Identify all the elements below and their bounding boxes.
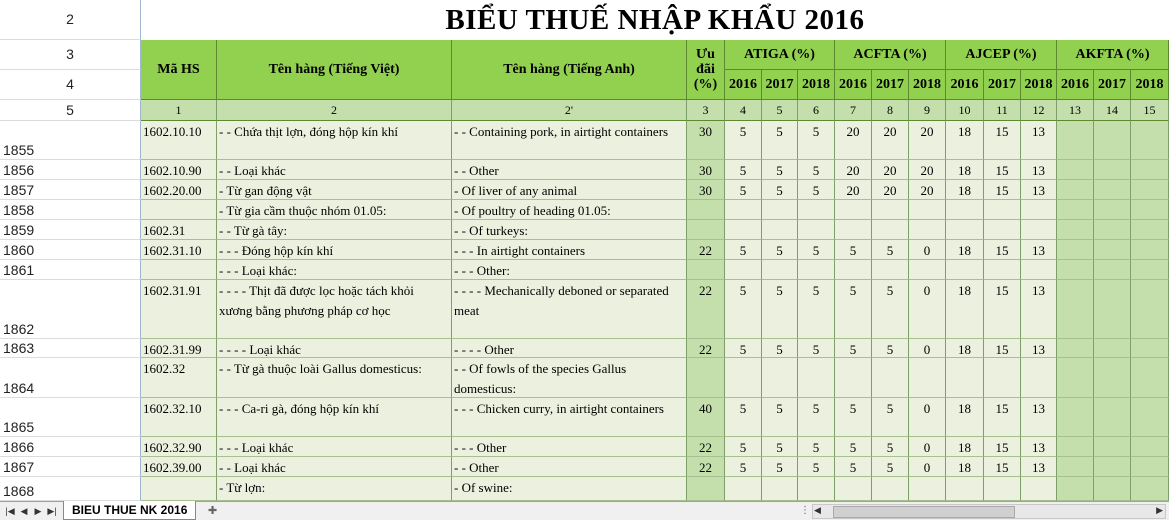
cell-name-vn[interactable]: - - - Loại khác bbox=[217, 437, 452, 457]
cell-name-vn[interactable]: - - - Loại khác: bbox=[217, 260, 452, 280]
cell-code[interactable]: 1602.31.10 bbox=[141, 240, 217, 260]
cell-name-vn[interactable]: - - Từ gà thuộc loài Gallus domesticus: bbox=[217, 358, 452, 398]
cell-rate[interactable]: 22 bbox=[687, 280, 725, 339]
cell-code[interactable] bbox=[141, 200, 217, 220]
cell-name-en[interactable]: - - Other bbox=[452, 457, 687, 477]
cell-rate[interactable] bbox=[762, 477, 798, 501]
cell-name-vn[interactable]: - Từ gia cầm thuộc nhóm 01.05: bbox=[217, 200, 452, 220]
cell-rate[interactable] bbox=[984, 200, 1021, 220]
cell-rate[interactable]: 20 bbox=[872, 121, 909, 160]
cell-rate[interactable]: 5 bbox=[762, 180, 798, 200]
cell-rate[interactable] bbox=[1131, 220, 1169, 240]
cell-rate[interactable] bbox=[798, 220, 835, 240]
cell-rate[interactable] bbox=[1094, 280, 1131, 339]
column-number[interactable]: 15 bbox=[1131, 100, 1169, 121]
cell-rate[interactable] bbox=[1057, 280, 1094, 339]
column-number[interactable]: 8 bbox=[872, 100, 909, 121]
cell-rate[interactable] bbox=[946, 200, 984, 220]
cell-rate[interactable] bbox=[1131, 398, 1169, 437]
cell-rate[interactable]: 5 bbox=[872, 240, 909, 260]
cell-rate[interactable] bbox=[1021, 220, 1057, 240]
cell-rate[interactable]: 5 bbox=[762, 457, 798, 477]
cell-rate[interactable] bbox=[835, 477, 872, 501]
cell-rate[interactable]: 13 bbox=[1021, 339, 1057, 358]
row-header[interactable]: 1859 bbox=[0, 220, 141, 240]
cell-rate[interactable] bbox=[1094, 398, 1131, 437]
cell-rate[interactable]: 5 bbox=[835, 240, 872, 260]
sheet-tab-active[interactable]: BIEU THUE NK 2016 bbox=[63, 501, 196, 520]
cell-code[interactable]: 1602.20.00 bbox=[141, 180, 217, 200]
cell-rate[interactable]: 15 bbox=[984, 280, 1021, 339]
row-header[interactable]: 1861 bbox=[0, 260, 141, 280]
cell-rate[interactable]: 5 bbox=[762, 240, 798, 260]
cell-rate[interactable]: 13 bbox=[1021, 280, 1057, 339]
cell-rate[interactable] bbox=[798, 477, 835, 501]
cell-rate[interactable]: 15 bbox=[984, 240, 1021, 260]
cell-rate[interactable]: 18 bbox=[946, 437, 984, 457]
header-year[interactable]: 2017 bbox=[872, 70, 909, 100]
cell-rate[interactable] bbox=[984, 220, 1021, 240]
row-header[interactable]: 1862 bbox=[0, 280, 141, 339]
row-header[interactable]: 1866 bbox=[0, 437, 141, 457]
cell-rate[interactable]: 5 bbox=[835, 339, 872, 358]
cell-rate[interactable] bbox=[984, 260, 1021, 280]
header-year[interactable]: 2016 bbox=[946, 70, 984, 100]
cell-rate[interactable]: 18 bbox=[946, 180, 984, 200]
cell-rate[interactable] bbox=[1131, 240, 1169, 260]
header-year[interactable]: 2016 bbox=[725, 70, 762, 100]
cell-rate[interactable]: 18 bbox=[946, 160, 984, 180]
prev-sheet-icon[interactable]: ◀ bbox=[20, 505, 28, 516]
insert-sheet-icon[interactable]: ✚ bbox=[208, 505, 218, 517]
cell-rate[interactable] bbox=[946, 220, 984, 240]
cell-name-en[interactable]: - Of swine: bbox=[452, 477, 687, 501]
column-number[interactable]: 13 bbox=[1057, 100, 1094, 121]
cell-rate[interactable] bbox=[687, 260, 725, 280]
cell-name-en[interactable]: - Of poultry of heading 01.05: bbox=[452, 200, 687, 220]
cell-rate[interactable] bbox=[762, 220, 798, 240]
cell-rate[interactable]: 0 bbox=[909, 339, 946, 358]
cell-rate[interactable] bbox=[1094, 121, 1131, 160]
cell-rate[interactable]: 22 bbox=[687, 437, 725, 457]
cell-rate[interactable]: 15 bbox=[984, 121, 1021, 160]
header-year[interactable]: 2018 bbox=[1131, 70, 1169, 100]
column-number[interactable]: 4 bbox=[725, 100, 762, 121]
cell-rate[interactable] bbox=[1131, 260, 1169, 280]
cell-rate[interactable] bbox=[1094, 339, 1131, 358]
cell-rate[interactable] bbox=[872, 200, 909, 220]
cell-rate[interactable] bbox=[725, 358, 762, 398]
sheet-title[interactable]: BIỂU THUẾ NHẬP KHẨU 2016 bbox=[141, 0, 1169, 41]
cell-code[interactable]: 1602.31.91 bbox=[141, 280, 217, 339]
horizontal-scrollbar[interactable] bbox=[812, 504, 1166, 519]
cell-rate[interactable]: 13 bbox=[1021, 240, 1057, 260]
row-header[interactable]: 3 bbox=[0, 40, 141, 70]
cell-rate[interactable] bbox=[909, 358, 946, 398]
cell-rate[interactable]: 13 bbox=[1021, 457, 1057, 477]
header-year[interactable]: 2017 bbox=[762, 70, 798, 100]
cell-rate[interactable] bbox=[1131, 180, 1169, 200]
cell-rate[interactable]: 18 bbox=[946, 398, 984, 437]
cell-rate[interactable] bbox=[872, 260, 909, 280]
cell-rate[interactable]: 5 bbox=[762, 121, 798, 160]
cell-name-en[interactable]: - - - - Mechanically deboned or separated meat bbox=[452, 280, 687, 339]
cell-name-vn[interactable]: - - - Ca-ri gà, đóng hộp kín khí bbox=[217, 398, 452, 437]
cell-rate[interactable]: 5 bbox=[835, 280, 872, 339]
column-number[interactable]: 14 bbox=[1094, 100, 1131, 121]
cell-rate[interactable]: 15 bbox=[984, 457, 1021, 477]
cell-rate[interactable]: 5 bbox=[798, 280, 835, 339]
cell-rate[interactable] bbox=[1057, 180, 1094, 200]
cell-rate[interactable]: 22 bbox=[687, 240, 725, 260]
cell-rate[interactable]: 5 bbox=[798, 240, 835, 260]
cell-rate[interactable]: 0 bbox=[909, 457, 946, 477]
cell-rate[interactable]: 5 bbox=[725, 457, 762, 477]
cell-rate[interactable] bbox=[1131, 437, 1169, 457]
cell-rate[interactable] bbox=[798, 200, 835, 220]
cell-rate[interactable] bbox=[725, 260, 762, 280]
cell-rate[interactable] bbox=[1131, 457, 1169, 477]
cell-rate[interactable] bbox=[872, 477, 909, 501]
cell-rate[interactable] bbox=[725, 200, 762, 220]
next-sheet-icon[interactable]: ▶ bbox=[34, 505, 42, 516]
cell-code[interactable]: 1602.32.10 bbox=[141, 398, 217, 437]
column-number[interactable]: 6 bbox=[798, 100, 835, 121]
cell-rate[interactable]: 5 bbox=[725, 280, 762, 339]
cell-rate[interactable]: 5 bbox=[762, 437, 798, 457]
cell-rate[interactable]: 18 bbox=[946, 339, 984, 358]
header-year[interactable]: 2017 bbox=[984, 70, 1021, 100]
cell-rate[interactable]: 30 bbox=[687, 121, 725, 160]
cell-rate[interactable]: 5 bbox=[762, 280, 798, 339]
cell-name-en[interactable]: - - - - Other bbox=[452, 339, 687, 358]
cell-rate[interactable] bbox=[835, 260, 872, 280]
cell-rate[interactable]: 13 bbox=[1021, 160, 1057, 180]
cell-name-en[interactable]: - Of liver of any animal bbox=[452, 180, 687, 200]
cell-rate[interactable]: 5 bbox=[762, 160, 798, 180]
cell-rate[interactable] bbox=[1094, 358, 1131, 398]
scroll-left-icon[interactable]: ◀ bbox=[814, 505, 821, 515]
cell-rate[interactable]: 30 bbox=[687, 160, 725, 180]
cell-rate[interactable] bbox=[1131, 160, 1169, 180]
cell-rate[interactable] bbox=[1057, 200, 1094, 220]
cell-rate[interactable] bbox=[1057, 457, 1094, 477]
cell-rate[interactable]: 0 bbox=[909, 398, 946, 437]
cell-rate[interactable]: 20 bbox=[909, 180, 946, 200]
scroll-right-icon[interactable]: ▶ bbox=[1156, 505, 1163, 515]
cell-rate[interactable] bbox=[984, 358, 1021, 398]
cell-rate[interactable] bbox=[1057, 358, 1094, 398]
cell-rate[interactable]: 5 bbox=[725, 121, 762, 160]
cell-rate[interactable]: 5 bbox=[872, 280, 909, 339]
cell-name-en[interactable]: - - - In airtight containers bbox=[452, 240, 687, 260]
cell-rate[interactable]: 5 bbox=[725, 437, 762, 457]
cell-rate[interactable]: 30 bbox=[687, 180, 725, 200]
cell-rate[interactable] bbox=[872, 358, 909, 398]
column-number[interactable]: 11 bbox=[984, 100, 1021, 121]
cell-rate[interactable]: 20 bbox=[835, 121, 872, 160]
cell-rate[interactable]: 18 bbox=[946, 240, 984, 260]
cell-rate[interactable] bbox=[835, 200, 872, 220]
column-number[interactable]: 10 bbox=[946, 100, 984, 121]
cell-rate[interactable] bbox=[1057, 398, 1094, 437]
cell-rate[interactable] bbox=[946, 477, 984, 501]
cell-rate[interactable]: 22 bbox=[687, 457, 725, 477]
row-header[interactable]: 1867 bbox=[0, 457, 141, 477]
cell-rate[interactable] bbox=[687, 477, 725, 501]
header-year[interactable]: 2016 bbox=[835, 70, 872, 100]
tab-split-handle[interactable]: ⋮ bbox=[800, 505, 810, 516]
column-number[interactable]: 1 bbox=[141, 100, 217, 121]
cell-rate[interactable] bbox=[1057, 121, 1094, 160]
cell-name-vn[interactable]: - Từ lợn: bbox=[217, 477, 452, 501]
cell-rate[interactable]: 22 bbox=[687, 339, 725, 358]
cell-code[interactable]: 1602.31.99 bbox=[141, 339, 217, 358]
cell-rate[interactable]: 15 bbox=[984, 437, 1021, 457]
header-year[interactable]: 2017 bbox=[1094, 70, 1131, 100]
cell-rate[interactable] bbox=[1021, 358, 1057, 398]
header-ten-en[interactable]: Tên hàng (Tiếng Anh) bbox=[452, 40, 687, 100]
cell-name-en[interactable]: - - Of turkeys: bbox=[452, 220, 687, 240]
cell-rate[interactable]: 18 bbox=[946, 280, 984, 339]
cell-rate[interactable]: 5 bbox=[872, 437, 909, 457]
cell-rate[interactable]: 5 bbox=[725, 160, 762, 180]
cell-rate[interactable]: 0 bbox=[909, 437, 946, 457]
cell-rate[interactable]: 0 bbox=[909, 240, 946, 260]
header-group[interactable]: ATIGA (%) bbox=[725, 40, 835, 70]
row-header[interactable]: 1863 bbox=[0, 339, 141, 358]
cell-rate[interactable]: 5 bbox=[762, 398, 798, 437]
cell-rate[interactable]: 20 bbox=[872, 180, 909, 200]
cell-rate[interactable] bbox=[1094, 457, 1131, 477]
cell-name-vn[interactable]: - - - - Thịt đã được lọc hoặc tách khỏi xương bằng phương pháp cơ học bbox=[217, 280, 452, 339]
cell-rate[interactable] bbox=[1057, 160, 1094, 180]
scrollbar-thumb[interactable] bbox=[833, 506, 1015, 518]
cell-rate[interactable]: 5 bbox=[872, 398, 909, 437]
cell-rate[interactable]: 20 bbox=[835, 180, 872, 200]
cell-rate[interactable]: 20 bbox=[909, 160, 946, 180]
cell-rate[interactable]: 0 bbox=[909, 280, 946, 339]
column-number[interactable]: 2 bbox=[217, 100, 452, 121]
cell-rate[interactable]: 5 bbox=[725, 398, 762, 437]
cell-name-vn[interactable]: - - Loại khác bbox=[217, 160, 452, 180]
cell-rate[interactable] bbox=[1094, 477, 1131, 501]
row-header[interactable]: 2 bbox=[0, 0, 141, 40]
cell-rate[interactable]: 5 bbox=[798, 457, 835, 477]
header-uu-dai[interactable]: Ưu đãi (%) bbox=[687, 40, 725, 100]
cell-rate[interactable] bbox=[687, 200, 725, 220]
cell-rate[interactable]: 13 bbox=[1021, 121, 1057, 160]
cell-rate[interactable] bbox=[687, 358, 725, 398]
cell-rate[interactable]: 5 bbox=[798, 398, 835, 437]
cell-rate[interactable]: 5 bbox=[872, 339, 909, 358]
column-number[interactable]: 7 bbox=[835, 100, 872, 121]
row-header[interactable]: 1865 bbox=[0, 398, 141, 437]
row-header[interactable]: 1860 bbox=[0, 240, 141, 260]
cell-code[interactable]: 1602.39.00 bbox=[141, 457, 217, 477]
cell-code[interactable] bbox=[141, 477, 217, 501]
row-header[interactable]: 1857 bbox=[0, 180, 141, 200]
cell-name-vn[interactable]: - - Chứa thịt lợn, đóng hộp kín khí bbox=[217, 121, 452, 160]
cell-rate[interactable]: 20 bbox=[909, 121, 946, 160]
cell-rate[interactable]: 5 bbox=[798, 121, 835, 160]
cell-rate[interactable] bbox=[1057, 437, 1094, 457]
cell-rate[interactable]: 5 bbox=[872, 457, 909, 477]
row-header[interactable]: 1855 bbox=[0, 121, 141, 160]
cell-name-vn[interactable]: - - Từ gà tây: bbox=[217, 220, 452, 240]
cell-name-vn[interactable]: - - - Đóng hộp kín khí bbox=[217, 240, 452, 260]
row-header[interactable]: 1864 bbox=[0, 358, 141, 398]
cell-rate[interactable] bbox=[1057, 477, 1094, 501]
cell-name-en[interactable]: - - - Other: bbox=[452, 260, 687, 280]
cell-rate[interactable] bbox=[762, 260, 798, 280]
column-number[interactable]: 2' bbox=[452, 100, 687, 121]
cell-rate[interactable] bbox=[762, 358, 798, 398]
cell-rate[interactable] bbox=[1021, 200, 1057, 220]
cell-rate[interactable] bbox=[835, 358, 872, 398]
cell-name-vn[interactable]: - - - - Loại khác bbox=[217, 339, 452, 358]
cell-rate[interactable] bbox=[1057, 260, 1094, 280]
cell-rate[interactable]: 5 bbox=[798, 339, 835, 358]
cell-rate[interactable] bbox=[909, 477, 946, 501]
cell-rate[interactable]: 18 bbox=[946, 457, 984, 477]
cell-rate[interactable]: 5 bbox=[835, 398, 872, 437]
cell-name-en[interactable]: - - - Other bbox=[452, 437, 687, 457]
cell-rate[interactable] bbox=[1094, 160, 1131, 180]
cell-rate[interactable] bbox=[909, 200, 946, 220]
row-header[interactable]: 1868 bbox=[0, 477, 141, 501]
header-year[interactable]: 2018 bbox=[909, 70, 946, 100]
cell-rate[interactable]: 5 bbox=[798, 180, 835, 200]
last-sheet-icon[interactable]: ▶| bbox=[47, 505, 57, 516]
header-ten-vn[interactable]: Tên hàng (Tiếng Việt) bbox=[217, 40, 452, 100]
cell-rate[interactable] bbox=[1094, 260, 1131, 280]
cell-rate[interactable]: 15 bbox=[984, 160, 1021, 180]
cell-rate[interactable] bbox=[762, 200, 798, 220]
cell-name-vn[interactable]: - - Loại khác bbox=[217, 457, 452, 477]
header-year[interactable]: 2016 bbox=[1057, 70, 1094, 100]
column-number[interactable]: 12 bbox=[1021, 100, 1057, 121]
cell-rate[interactable] bbox=[1131, 200, 1169, 220]
cell-rate[interactable]: 13 bbox=[1021, 398, 1057, 437]
cell-rate[interactable] bbox=[909, 260, 946, 280]
cell-rate[interactable] bbox=[1131, 477, 1169, 501]
cell-name-en[interactable]: - - Of fowls of the species Gallus domesticus: bbox=[452, 358, 687, 398]
cell-rate[interactable]: 15 bbox=[984, 339, 1021, 358]
cell-rate[interactable] bbox=[872, 220, 909, 240]
cell-rate[interactable] bbox=[946, 260, 984, 280]
cell-rate[interactable] bbox=[1057, 240, 1094, 260]
row-header[interactable]: 4 bbox=[0, 70, 141, 100]
header-group[interactable]: AJCEP (%) bbox=[946, 40, 1057, 70]
column-number[interactable]: 3 bbox=[687, 100, 725, 121]
cell-rate[interactable] bbox=[984, 477, 1021, 501]
header-ma-hs[interactable]: Mã HS bbox=[141, 40, 217, 100]
cell-rate[interactable] bbox=[1021, 260, 1057, 280]
cell-rate[interactable]: 13 bbox=[1021, 437, 1057, 457]
cell-rate[interactable]: 5 bbox=[835, 457, 872, 477]
cell-code[interactable] bbox=[141, 260, 217, 280]
cell-rate[interactable] bbox=[1131, 358, 1169, 398]
cell-code[interactable]: 1602.32 bbox=[141, 358, 217, 398]
cell-rate[interactable]: 5 bbox=[725, 339, 762, 358]
cell-rate[interactable] bbox=[1094, 180, 1131, 200]
cell-rate[interactable] bbox=[1131, 339, 1169, 358]
cell-rate[interactable] bbox=[798, 260, 835, 280]
cell-rate[interactable]: 20 bbox=[835, 160, 872, 180]
header-group[interactable]: ACFTA (%) bbox=[835, 40, 946, 70]
cell-rate[interactable] bbox=[1131, 121, 1169, 160]
cell-rate[interactable] bbox=[1057, 339, 1094, 358]
cell-rate[interactable]: 5 bbox=[762, 339, 798, 358]
cell-name-en[interactable]: - - - Chicken curry, in airtight containers bbox=[452, 398, 687, 437]
cell-rate[interactable] bbox=[1094, 220, 1131, 240]
cell-rate[interactable] bbox=[1094, 437, 1131, 457]
cell-rate[interactable]: 5 bbox=[798, 160, 835, 180]
cell-rate[interactable] bbox=[687, 220, 725, 240]
cell-rate[interactable] bbox=[725, 220, 762, 240]
header-group[interactable]: AKFTA (%) bbox=[1057, 40, 1169, 70]
cell-rate[interactable] bbox=[1021, 477, 1057, 501]
row-header[interactable]: 5 bbox=[0, 100, 141, 121]
header-year[interactable]: 2018 bbox=[798, 70, 835, 100]
cell-rate[interactable]: 5 bbox=[835, 437, 872, 457]
cell-rate[interactable]: 18 bbox=[946, 121, 984, 160]
cell-rate[interactable] bbox=[835, 220, 872, 240]
cell-rate[interactable] bbox=[946, 358, 984, 398]
header-year[interactable]: 2018 bbox=[1021, 70, 1057, 100]
row-header[interactable]: 1858 bbox=[0, 200, 141, 220]
cell-name-vn[interactable]: - Từ gan động vật bbox=[217, 180, 452, 200]
cell-rate[interactable]: 15 bbox=[984, 180, 1021, 200]
column-number[interactable]: 5 bbox=[762, 100, 798, 121]
cell-rate[interactable] bbox=[798, 358, 835, 398]
cell-rate[interactable] bbox=[1057, 220, 1094, 240]
cell-code[interactable]: 1602.32.90 bbox=[141, 437, 217, 457]
cell-rate[interactable]: 20 bbox=[872, 160, 909, 180]
cell-rate[interactable]: 5 bbox=[725, 240, 762, 260]
cell-code[interactable]: 1602.31 bbox=[141, 220, 217, 240]
cell-rate[interactable]: 40 bbox=[687, 398, 725, 437]
cell-rate[interactable] bbox=[1131, 280, 1169, 339]
cell-code[interactable]: 1602.10.10 bbox=[141, 121, 217, 160]
cell-rate[interactable]: 13 bbox=[1021, 180, 1057, 200]
cell-rate[interactable] bbox=[909, 220, 946, 240]
cell-rate[interactable]: 5 bbox=[725, 180, 762, 200]
row-header[interactable]: 1856 bbox=[0, 160, 141, 180]
cell-code[interactable]: 1602.10.90 bbox=[141, 160, 217, 180]
cell-rate[interactable] bbox=[1094, 240, 1131, 260]
cell-rate[interactable]: 5 bbox=[798, 437, 835, 457]
column-number[interactable]: 9 bbox=[909, 100, 946, 121]
cell-rate[interactable]: 15 bbox=[984, 398, 1021, 437]
cell-name-en[interactable]: - - Containing pork, in airtight containers bbox=[452, 121, 687, 160]
cell-name-en[interactable]: - - Other bbox=[452, 160, 687, 180]
cell-rate[interactable] bbox=[1094, 200, 1131, 220]
cell-rate[interactable] bbox=[725, 477, 762, 501]
first-sheet-icon[interactable]: |◀ bbox=[5, 505, 15, 516]
sheet-tab-bar bbox=[0, 501, 1169, 520]
